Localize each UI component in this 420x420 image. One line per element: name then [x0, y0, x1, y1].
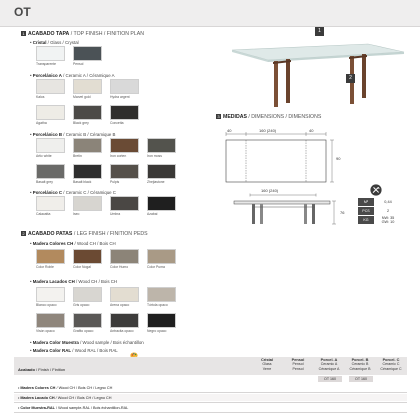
section-number: 2 [22, 231, 25, 237]
swatch-label: Blanco opaco [36, 303, 57, 307]
swatch-label: Kalos [36, 95, 45, 99]
swatch-label: Iron moss [147, 154, 162, 158]
group-ceramic-b-title: • Porcelánico B / Ceramic B / Céramique B [30, 132, 116, 137]
swatch-color-puma [147, 249, 176, 264]
swatch-label: Artic white [36, 154, 52, 158]
swatch-concetta [110, 105, 139, 120]
finish-table-header-label: Acabado / Finish / Finition [18, 367, 66, 372]
table-row-divider [14, 412, 407, 413]
group-crystal-title: • Cristal / Glass / Crystal [30, 40, 79, 45]
swatch-label: Marvel gold [73, 95, 91, 99]
swatch-label: Agatha [36, 121, 47, 125]
swatch-label: Bretin [73, 154, 82, 158]
swatch-label: Concetta [110, 121, 124, 125]
swatch-vison-opaco [36, 313, 65, 328]
meta-key: KG [358, 216, 374, 224]
swatch-grafito-opaco [73, 313, 102, 328]
swatch-label: Color Roble [36, 265, 54, 269]
ral-palette-icon [130, 346, 138, 353]
table-row: • Color Muestra-RAL / Wood sample-RAL / Bois échantillon-RAL [18, 406, 129, 410]
table-column-pensol: Pensol Pensol Pensol [291, 357, 305, 371]
swatch-label: Umbra [110, 212, 121, 216]
group-wood-lacquer-title: • Madera Lacados CH / Wood CH / Bois CH [30, 279, 118, 284]
side-view-drawing [228, 193, 338, 227]
swatch-color-roble [36, 249, 65, 264]
swatch-color-nogal [73, 249, 102, 264]
dim-depth: 90 [336, 156, 341, 161]
swatch-transparente [36, 46, 65, 61]
swatch-label: Azabai [147, 212, 158, 216]
table-column-cristal: Cristal Glass Verre [260, 357, 274, 371]
section-number: 3 [217, 114, 220, 120]
swatch-label: Pulpis [110, 180, 120, 184]
swatch-antracita-opaco [110, 313, 139, 328]
table-row: • Madera Lacado CH / Wood CH / Bois CH / Legno CH [18, 396, 112, 400]
swatch-label: Transparente [36, 62, 57, 66]
tools-icon [370, 183, 382, 195]
swatch-agatha [36, 105, 65, 120]
swatch-kalos [36, 79, 65, 94]
meta-key: M² [358, 198, 374, 206]
swatch-label: Iron corten [110, 154, 127, 158]
group-wood-colors-title: • Madera Colores CH / Wood CH / Bois CH [30, 241, 116, 246]
table-row-divider [14, 402, 407, 403]
swatch-label: Pensol [73, 62, 84, 66]
wood-ral-line: • Madera Color RAL / Wood RAL / Bois RAL [30, 348, 118, 353]
header-bar [0, 0, 420, 27]
swatch-label: Basalt grey [36, 180, 53, 184]
swatch-label: Black grey [73, 121, 89, 125]
section-number: 1 [22, 31, 25, 37]
swatch-color-humo [110, 249, 139, 264]
table-column-porcel-a: Porcel. A Ceramic A Céramique A [318, 357, 340, 371]
swatch-iseo [73, 196, 102, 211]
swatch-label: Negro opaco [147, 329, 167, 333]
table-column-porcel-c: Porcel. C Ceramic C Céramique C [380, 357, 402, 371]
swatch-label: Tórtola opaco [147, 303, 168, 307]
section-dimensions-title: 3 MEDIDAS / DIMENSIONS / DIMENSIONS [217, 114, 322, 120]
table-column-porcel-b: Porcel. B Ceramic B Céramique B [349, 357, 371, 371]
swatch-tortola-opaco [147, 287, 176, 302]
swatch-artic-white [36, 138, 65, 153]
swatch-label: Color Nogal [73, 265, 91, 269]
callout-top: 1 [315, 27, 324, 36]
table-row: • Madera Colores CH / Wood CH / Bois CH / Legno CH [18, 386, 113, 390]
swatch-iron-corten [110, 138, 139, 153]
product-image [228, 28, 408, 116]
dim-right-extension: 40 [309, 128, 314, 133]
swatch-umbra [110, 196, 139, 211]
swatch-bretin [73, 138, 102, 153]
swatch-label: Zhejiastone [147, 180, 165, 184]
swatch-gris-opaco [73, 287, 102, 302]
swatch-negro-opaco [147, 313, 176, 328]
meta-value: NW: 35 [381, 216, 395, 220]
table-model-tag: OT 160 [349, 376, 373, 382]
meta-key: PCS [358, 207, 374, 215]
swatch-label: Color Puma [147, 265, 165, 269]
swatch-pensol [73, 46, 102, 61]
swatch-hydra-argent [110, 79, 139, 94]
wood-sample-line: • Madera Color Muestra / Wood sample / Bois échantillon [30, 340, 144, 345]
swatch-label: Color Humo [110, 265, 129, 269]
swatch-zhejiastone [147, 164, 176, 179]
swatch-iron-moss [147, 138, 176, 153]
section-top-finish-title: 1 ACABADO TAPA / TOP FINISH / FINITION PLAN [22, 31, 144, 37]
meta-value: GW: 10 [381, 220, 395, 224]
table-row-divider [14, 392, 407, 393]
dim-side-width: 160 (240) [261, 188, 279, 193]
swatch-label: Calacatta [36, 212, 51, 216]
top-view-drawing [218, 130, 341, 185]
swatch-label: Basalt black [73, 180, 92, 184]
dim-left-extension: 40 [227, 128, 232, 133]
page-title: OT [14, 5, 31, 19]
callout-legs: 2 [346, 74, 355, 83]
swatch-basalt-black [73, 164, 102, 179]
dim-height: 76 [340, 210, 345, 215]
swatch-marvel-gold [73, 79, 102, 94]
swatch-blanco-opaco [36, 287, 65, 302]
meta-value: 0,44 [384, 200, 392, 204]
table-model-tag: OT 160 [318, 376, 342, 382]
swatch-label: Grafito opaco [73, 329, 94, 333]
swatch-label: Hydra argent [110, 95, 130, 99]
group-ceramic-c-title: • Porcelánico C / Ceramic C / Céramique C [30, 190, 116, 195]
swatch-label: Arena opaco [110, 303, 130, 307]
swatch-azabai [147, 196, 176, 211]
swatch-label: Antracita opaco [110, 329, 134, 333]
swatch-pulpis [110, 164, 139, 179]
swatch-arena-opaco [110, 287, 139, 302]
swatch-label: Iseo [73, 212, 80, 216]
swatch-black-grey [73, 105, 102, 120]
swatch-basalt-grey [36, 164, 65, 179]
group-ceramic-a-title: • Porcelánico A / Ceramic A / Céramique A [30, 73, 115, 78]
meta-value: 2 [386, 209, 390, 213]
section-leg-finish-title: 2 ACABADO PATAS / LEG FINISH / FINITION PEDS [22, 231, 148, 237]
dim-top-width: 160 (240) [259, 128, 277, 133]
swatch-label: Visón opaco [36, 329, 55, 333]
swatch-label: Gris opaco [73, 303, 90, 307]
swatch-calacatta [36, 196, 65, 211]
